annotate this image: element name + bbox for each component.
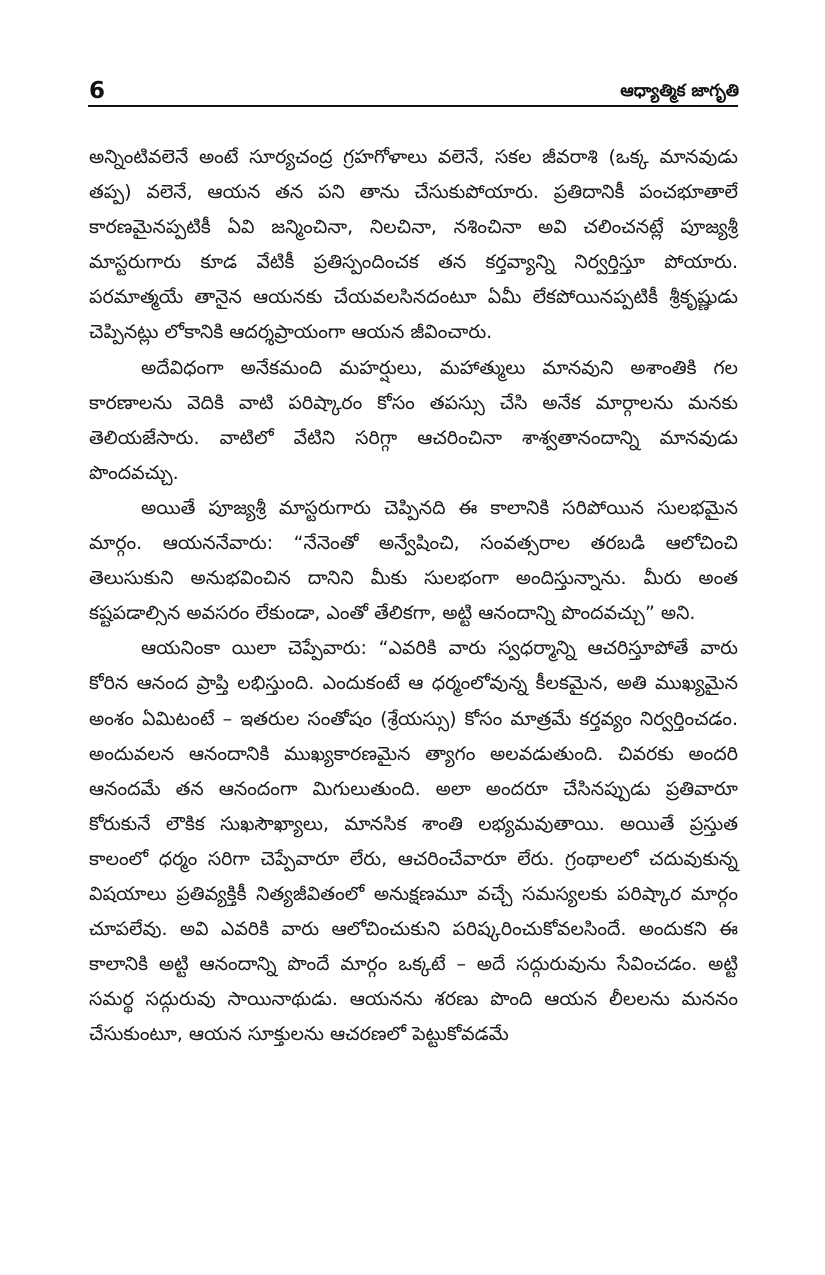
page-number: 6 (89, 78, 106, 104)
running-title: ఆధ్యాత్మిక జాగృతి (620, 81, 739, 101)
body-text (89, 140, 738, 1052)
header-rule (88, 105, 738, 107)
paragraph-3: అయితే పూజ్యశ్రీ మాస్టరుగారు చెప్పినది ఈ కాలానికి సరిపోయిన సులభమైన మార్గం. ఆయననేవారు: “నేనెంతో అన్వేషించి, సంవత్సరాల తరబడి ఆలోచించి తెలుసుకుని అనుభవించిన దానిని మీకు సులభంగా అందిస్తున్నాను. మీరు అంత కష్టపడాల్సిన అవసరం లేకుండా, ఎంతో తేలికగా, అట్టి ఆనందాన్ని పొందవచ్చు” అని. (89, 496, 738, 625)
paragraph-4: ఆయనింకా యిలా చెప్పేవారు: “ఎవరికి వారు స్వధర్మాన్ని ఆచరిస్తూపోతే వారు కోరిన ఆనంద ప్రాప్తి లభిస్తుంది. ఎందుకంటే ఆ ధర్మంలోవున్న కీలకమైన, అతి ముఖ్యమైన అంశం ఏమిటంటే – ఇతరుల సంతోషం (శ్రేయస్సు) కోసం మాత్రమే కర్తవ్యం నిర్వర్తించడం. అందువలన ఆనందానికి ముఖ్యకారణమైన త్యాగం అలవడుతుంది. చివరకు అందరి ఆనందమే తన ఆనందంగా మిగులుతుంది. అలా అందరూ చేసినప్పుడు ప్రతివారూ కోరుకునే లౌకిక సుఖసౌఖ్యాలు, మానసిక శాంతి లభ్యమవుతాయి. అయితే ప్రస్తుత కాలంలో ధర్మం సరిగా చెప్పేవారూ లేరు, ఆచరించేవారూ లేరు. గ్రంథాలలో చదువుకున్న విషయాలు ప్రతివ్యక్తికీ నిత్యజీవితంలో అనుక్షణమూ వచ్చే సమస్యలకు పరిష్కార మార్గం చూపలేవు. అవి ఎవరికి వారు ఆలోచించుకుని పరిష్కరించుకోవలసిందే. అందుకని ఈ కాలానికి అట్టి ఆనందాన్ని పొందే మార్గం ఒక్కటే – అదే సద్గురువును సేవించడం. అట్టి సమర్థ సద్గురువు సాయినాథుడు. ఆయనను శరణు పొంది ఆయన లీలలను మననం చేసుకుంటూ, ఆయన సూక్తులను ఆచరణలో పెట్టుకోవడమే (89, 637, 738, 1046)
paragraph-2: అదేవిధంగా అనేకమంది మహర్షులు, మహాత్ములు మానవుని అశాంతికి గల కారణాలను వెదికి వాటి పరిష్కారం కోసం తపస్సు చేసి అనేక మార్గాలను మనకు తెలియజేసారు. వాటిలో వేటిని సరిగ్గా ఆచరించినా శాశ్వతానందాన్ని మానవుడు పొందవచ్చు. (89, 356, 738, 484)
paragraph-1: అన్నింటివలెనే అంటే సూర్యచంద్ర గ్రహగోళాలు వలెనే, సకల జీవరాశి (ఒక్క మానవుడు తప్ప) వలెనే, ఆయన తన పని తాను చేసుకుపోయారు. ప్రతిదానికీ పంచభూతాలే కారణమైనప్పటికీ ఏవి జన్మించినా, నిలచినా, నశించినా అవి చలించనట్లే పూజ్యశ్రీ మాస్టరుగారు కూడ వేటికీ ప్రతిస్పందించక తన కర్తవ్యాన్ని నిర్వర్తిస్తూ పోయారు. పరమాత్మయే తానైన ఆయనకు చేయవలసినదంటూ ఏమీ లేకపోయినప్పటికీ శ్రీకృష్ణుడు చెప్పినట్లు లోకానికి ఆదర్శప్రాయంగా ఆయన జీవించారు. (89, 146, 738, 344)
